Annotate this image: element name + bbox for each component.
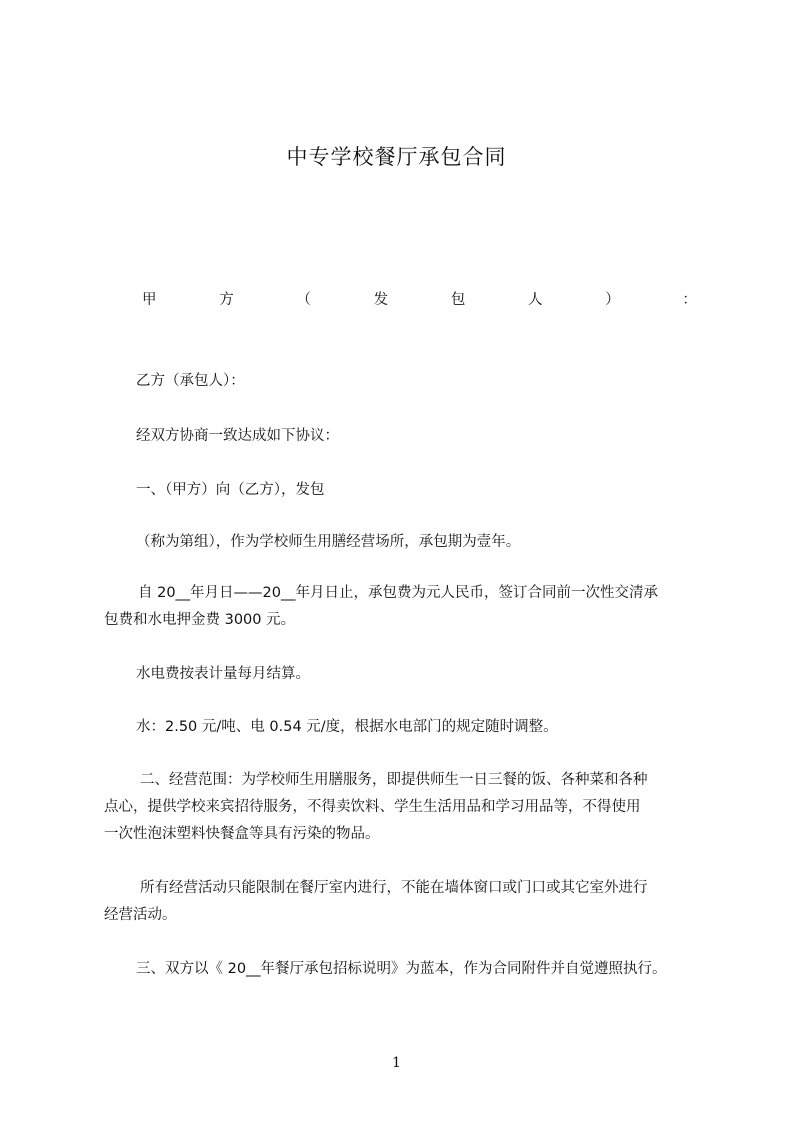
location-line-2: 经营活动。 xyxy=(104,907,177,923)
period-line-2: 包费和水电押金费 3000 元。 xyxy=(104,612,296,628)
party-a-char: ： xyxy=(682,292,697,308)
clause-2-line-1: 二、经营范围：为学校师生用膳服务，即提供师生一日三餐的饭、各种菜和各种 xyxy=(140,772,648,788)
party-b-line: 乙方（承包人）： xyxy=(136,373,245,389)
party-a-char: 人 xyxy=(528,292,543,308)
clause-2-line-2: 点心，提供学校来宾招待服务，不得卖饮料、学生生活用品和学习用品等，不得使用 xyxy=(104,799,641,815)
clause-1-line-2: （称为第组），作为学校师生用膳经营场所，承包期为壹年。 xyxy=(136,534,521,550)
clause-2-line-3: 一次性泡沫塑料快餐盒等具有污染的物品。 xyxy=(104,826,380,842)
party-a-char: 发 xyxy=(373,292,389,308)
party-a-char: （ xyxy=(296,292,311,308)
party-a-char: 甲 xyxy=(142,292,157,308)
document-title: 中专学校餐厅承包合同 xyxy=(286,145,507,169)
party-a-char: ） xyxy=(605,292,620,308)
party-a-char: 方 xyxy=(219,292,234,308)
clause-1-line-1: 一、（甲方）向（乙方），发包 xyxy=(136,482,325,498)
utility-billing-line: 水电费按表计量每月结算。 xyxy=(136,666,310,682)
page-number: 1 xyxy=(392,1055,401,1071)
clause-3-line: 三、双方以《 20__年餐厅承包招标说明》为蓝本，作为合同附件并自觉遵照执行。 xyxy=(136,961,667,977)
utility-rates-line: 水：2.50 元/吨、电 0.54 元/度，根据水电部门的规定随时调整。 xyxy=(136,719,558,735)
party-a-char: 包 xyxy=(450,292,466,308)
period-line-1: 自 20__年月日——20__年月日止，承包费为元人民币，签订合同前一次性交清承 xyxy=(138,585,659,601)
location-line-1: 所有经营活动只能限制在餐厅室内进行，不能在墙体窗口或门口或其它室外进行 xyxy=(140,880,648,896)
intro-line: 经双方协商一致达成如下协议： xyxy=(136,428,339,444)
party-a-line xyxy=(142,288,697,309)
